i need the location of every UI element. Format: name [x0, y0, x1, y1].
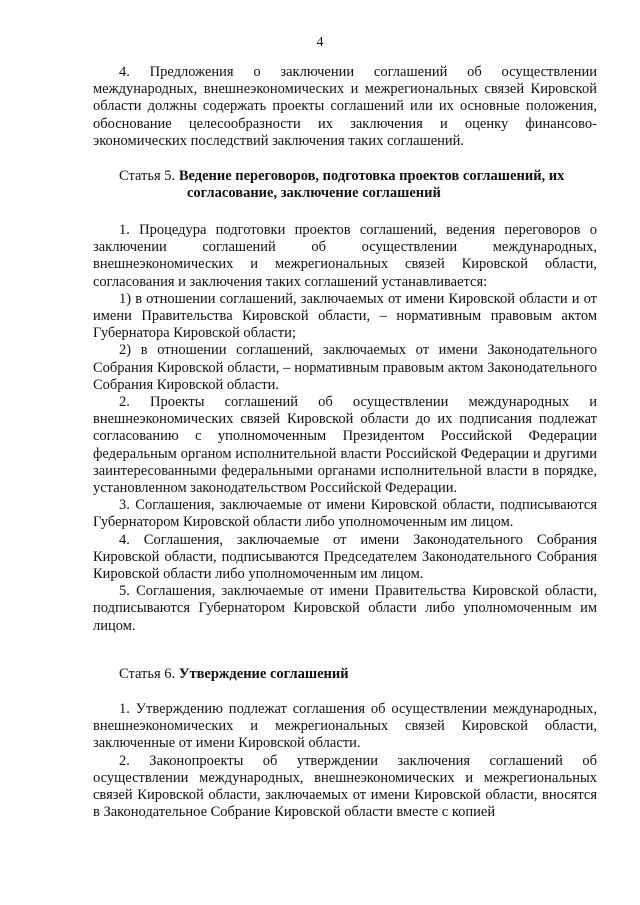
article-6-heading [93, 666, 597, 683]
article-6-body [93, 701, 597, 821]
paragraph: 5. Соглашения, заключаемые от имени Правительства Кировской области, подписываются Губернатором Кировской области либо уполномоченным им лицом. [93, 583, 597, 634]
paragraph: 2) в отношении соглашений, заключаемых от имени Законодательного Собрания Кировской области, – нормативным правовым актом Законодательного Собрания Кировской области. [93, 342, 597, 393]
paragraph: 4. Соглашения, заключаемые от имени Законодательного Собрания Кировской области, подписываются Председателем Законодательного Собрания Кировской области либо уполномоченным им лицом. [93, 531, 597, 583]
article-prefix: Статья 5. [119, 168, 176, 184]
article-prefix: Статья 6. [119, 666, 176, 682]
article-5-heading [93, 168, 597, 202]
article-title: Утверждение соглашений [178, 666, 349, 682]
article-title: Ведение переговоров, подготовка проектов соглашений, их [178, 168, 565, 184]
intro-section [93, 64, 597, 150]
paragraph: 3. Соглашения, заключаемые от имени Кировской области, подписываются Губернатором Кировской области либо уполномоченным им лицом. [93, 497, 597, 531]
page-number: 4 [316, 35, 324, 50]
paragraph: 1) в отношении соглашений, заключаемых от имени Кировской области и от имени Правительства Кировской области, – нормативным правовым актом Губернатора Кировской области; [93, 290, 597, 342]
paragraph: 4. Предложения о заключении соглашений об осуществлении международных, внешнеэкономических и межрегиональных связей Кировской области должны содержать проекты соглашений или их основные положения, обоснование целесообразности их заключения и оценку финансово-экономических последствий заключения таких соглашений. [93, 64, 597, 149]
paragraph: 1. Утверждению подлежат соглашения об осуществлении международных, внешнеэкономических и межрегиональных связей Кировской области, заключенные от имени Кировской области. [93, 701, 597, 752]
article-title-continued: согласование, заключение соглашений [187, 185, 441, 202]
paragraph: 2. Законопроекты об утверждении заключения соглашений об осуществлении международных, внешнеэкономических и межрегиональных связей Кировской области, заключаемых от имени Кировской области, вносятся в Законодательное Собрание Кировской области вместе с копией [93, 752, 597, 821]
article-5-body [93, 222, 597, 635]
paragraph: 1. Процедура подготовки проектов соглашений, ведения переговоров о заключении соглашений об осуществлении международных, внешнеэкономических и межрегиональных связей Кировской области, согласования и заключения таких соглашений устанавливается: [93, 222, 597, 290]
paragraph: 2. Проекты соглашений об осуществлении международных и внешнеэкономических связей Кировской области до их подписания подлежат согласованию с уполномоченным Президентом Российской Федерации федеральным органом исполнительной власти Российской Федерации и другими заинтересованными федеральными органами исполнительной власти в порядке, установленном законодательством Российской Федерации. [93, 394, 597, 497]
